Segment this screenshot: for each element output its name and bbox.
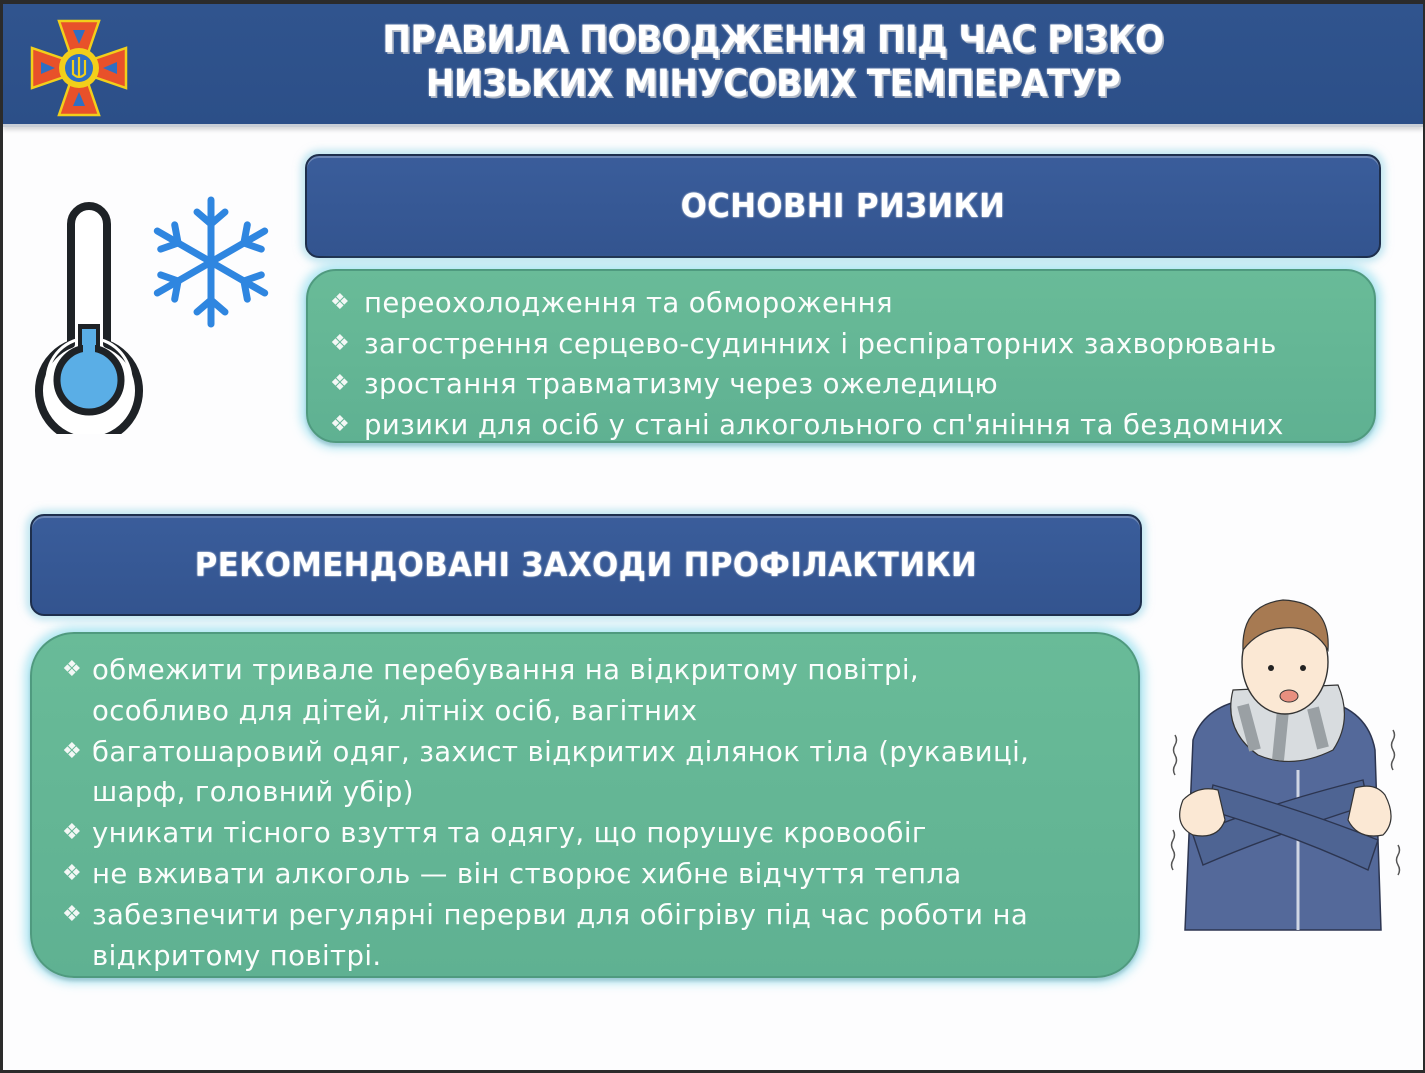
risks-heading-text: ОСНОВНІ РИЗИКИ (680, 186, 1006, 225)
prevention-list (30, 632, 1140, 978)
prevention-text: відкритому повітрі. (92, 939, 382, 972)
page-title (212, 18, 1334, 106)
list-item (62, 895, 1138, 977)
title-banner (3, 4, 1423, 127)
prevention-heading (30, 514, 1142, 616)
cold-person-illustration (1163, 590, 1403, 935)
snowflake-icon (145, 196, 277, 328)
diamond-bullet-icon: ❖ (330, 371, 351, 396)
title-line-2: НИЗЬКИХ МІНУСОВИХ ТЕМПЕРАТУР (425, 62, 1121, 105)
prevention-heading-text: РЕКОМЕНДОВАНІ ЗАХОДИ ПРОФІЛАКТИКИ (194, 545, 978, 584)
list-item (330, 364, 1374, 405)
diamond-bullet-icon: ❖ (62, 738, 83, 764)
thermometer-icon (33, 194, 145, 434)
title-line-1: ПРАВИЛА ПОВОДЖЕННЯ ПІД ЧАС РІЗКО (382, 18, 1164, 61)
slide (3, 4, 1423, 1070)
list-item (330, 405, 1374, 446)
risk-text: ризики для осіб у стані алкогольного сп'яніння та бездомних (364, 408, 1284, 441)
diamond-bullet-icon: ❖ (330, 290, 351, 315)
diamond-bullet-icon: ❖ (62, 657, 83, 682)
prevention-text: забезпечити регулярні перерви для обігріву під час роботи на (92, 898, 1029, 931)
risk-text: зростання травматизму через ожеледицю (364, 368, 999, 400)
risk-text: загострення серцево-судинних і респіраторних захворювань (364, 327, 1277, 360)
risks-heading (305, 154, 1381, 258)
prevention-text: шарф, головний убір) (92, 776, 414, 809)
prevention-text: уникати тісного взуття та одягу, що порушує кровообіг (92, 817, 927, 850)
list-item (62, 813, 1138, 854)
diamond-bullet-icon: ❖ (62, 860, 83, 886)
list-item (330, 324, 1374, 365)
risks-list (306, 269, 1376, 443)
diamond-bullet-icon: ❖ (62, 901, 83, 927)
list-item (62, 650, 1138, 732)
list-item (62, 854, 1138, 895)
diamond-bullet-icon: ❖ (330, 330, 351, 356)
prevention-text: особливо для дітей, літніх осіб, вагітних (92, 694, 698, 727)
prevention-text: обмежити тривале перебування на відкритому повітрі, (92, 654, 920, 686)
risk-text: переохолодження та обмороження (364, 287, 893, 319)
dsns-cross-emblem-icon (29, 18, 129, 118)
list-item (330, 283, 1374, 324)
prevention-text: багатошаровий одяг, захист відкритих ділянок тіла (рукавиці, (92, 735, 1030, 768)
prevention-text: не вживати алкоголь — він створює хибне відчуття тепла (92, 857, 962, 890)
list-item (62, 732, 1138, 814)
diamond-bullet-icon: ❖ (62, 820, 83, 846)
diamond-bullet-icon: ❖ (330, 411, 351, 437)
